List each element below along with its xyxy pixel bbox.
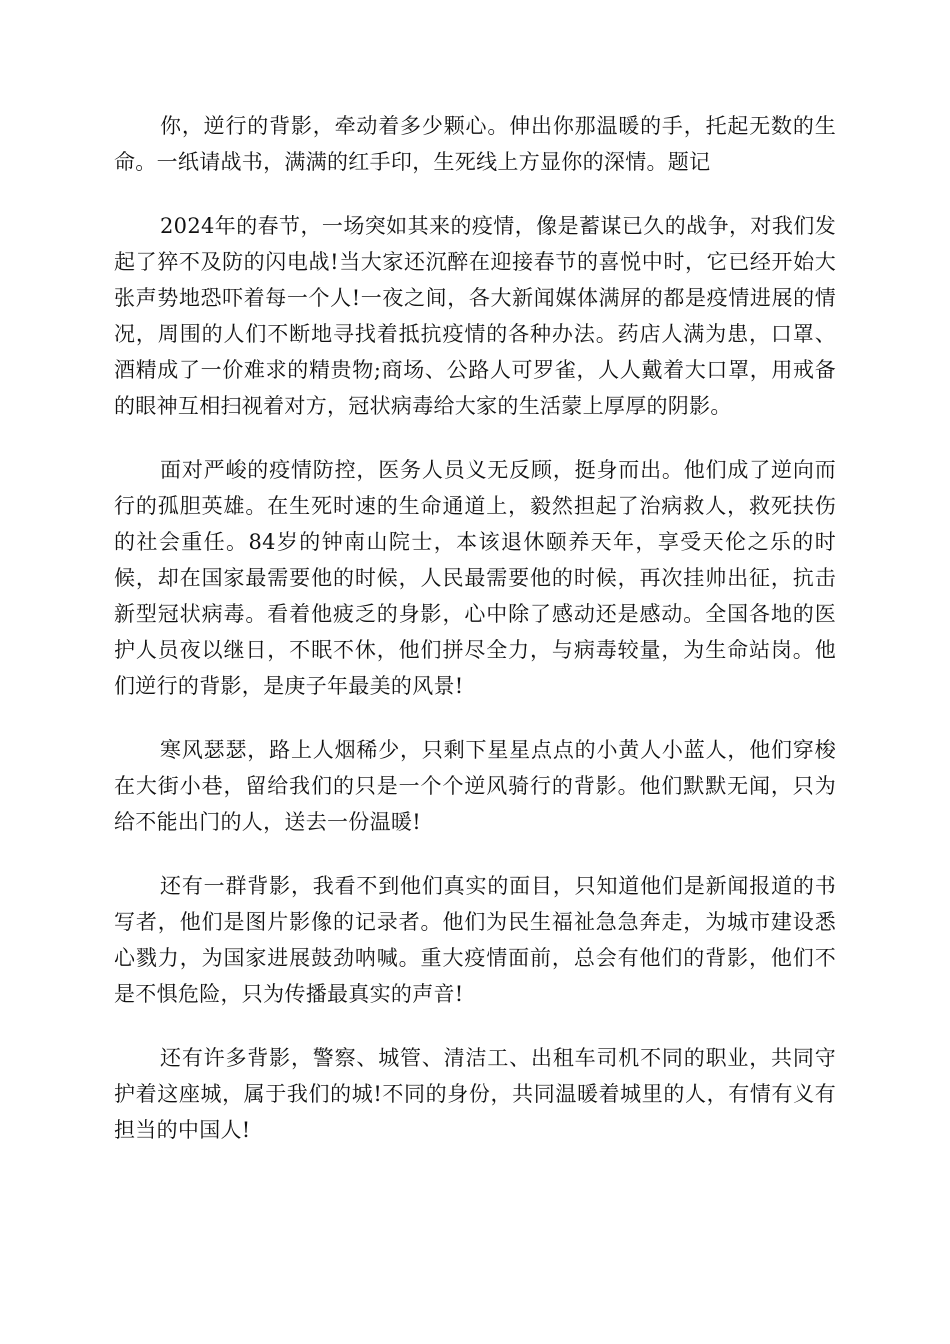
paragraph-outbreak: 2024年的春节，一场突如其来的疫情，像是蓄谋已久的战争，对我们发起了猝不及防的闪电战!当大家还沉醉在迎接春节的喜悦中时，它已经开始大张声势地恐吓着每一个人!一夜之间，各大新闻媒体满屏的都是疫情进展的情况，周围的人们不断地寻找着抵抗疫情的各种办法。药店人满为患，口罩、酒精成了一价难求的精贵物;商场、公路人可罗雀，人人戴着大口罩，用戒备的眼神互相扫视着对方，冠状病毒给大家的生活蒙上厚厚的阴影。 [114, 214, 836, 418]
paragraph-epigraph: 你，逆行的背影，牵动着多少颗心。伸出你那温暖的手，托起无数的生命。一纸请战书，满满的红手印，生死线上方显你的深情。题记 [114, 114, 836, 174]
paragraph-delivery-riders: 寒风瑟瑟，路上人烟稀少，只剩下星星点点的小黄人小蓝人，他们穿梭在大街小巷，留给我们的只是一个个逆风骑行的背影。他们默默无闻，只为给不能出门的人，送去一份温暖! [114, 738, 836, 834]
paragraph-medical-staff: 面对严峻的疫情防控，医务人员义无反顾，挺身而出。他们成了逆向而行的孤胆英雄。在生死时速的生命通道上，毅然担起了治病救人，救死扶伤的社会重任。84岁的钟南山院士，本该退休颐养天年，享受天伦之乐的时候，却在国家最需要他的时候，人民最需要他的时候，再次挂帅出征，抗击新型冠状病毒。看着他疲乏的身影，心中除了感动还是感动。全国各地的医护人员夜以继日，不眠不休，他们拼尽全力，与病毒较量，为生命站岗。他们逆行的背影，是庚子年最美的风景! [114, 458, 836, 698]
paragraph-journalists: 还有一群背影，我看不到他们真实的面目，只知道他们是新闻报道的书写者，他们是图片影像的记录者。他们为民生福祉急急奔走，为城市建设悉心戮力，为国家进展鼓劲呐喊。重大疫情面前，总会有他们的背影，他们不是不惧危险，只为传播最真实的声音! [114, 874, 836, 1006]
document-body [114, 108, 836, 1176]
paragraph-other-workers: 还有许多背影，警察、城管、清洁工、出租车司机不同的职业，共同守护着这座城，属于我们的城!不同的身份，共同温暖着城里的人，有情有义有担当的中国人! [114, 1046, 836, 1142]
